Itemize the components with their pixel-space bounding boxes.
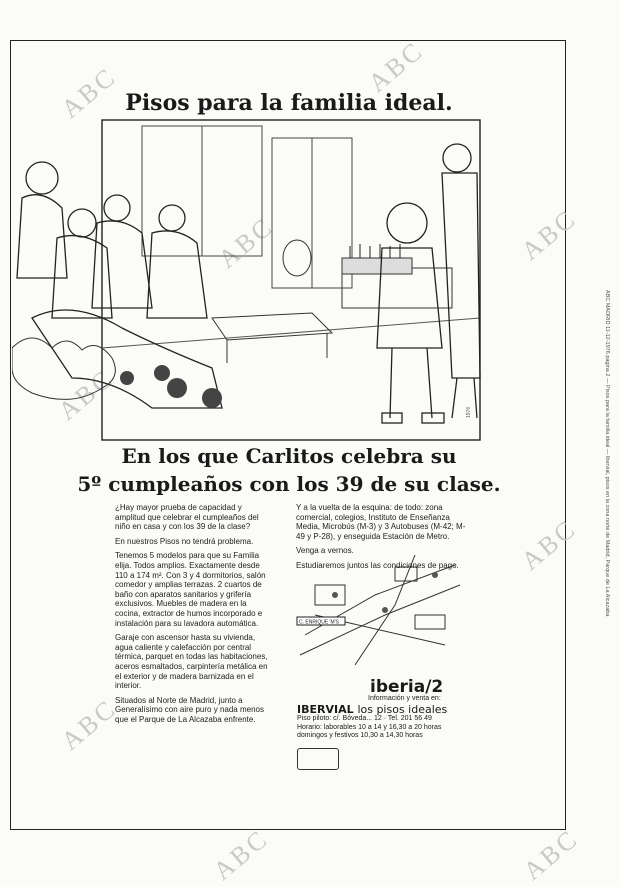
- left-paragraph-4: Garaje con ascensor hasta su vivienda, agua caliente y calefacción por central térmica, parquet en todas las habitaciones, aceros esmaltados, carpintería metálica en el exterior y de madera barnizada en el interior.: [115, 633, 268, 691]
- brand-badge: [297, 748, 339, 770]
- subheadline-line-1: En los que Carlitos celebra su: [121, 444, 457, 468]
- company-name: IBERVIAL: [297, 703, 354, 716]
- party-illustration: [12, 118, 482, 443]
- right-paragraph-2: Venga a vernos.: [296, 546, 354, 556]
- iberia-logo: iberia/2: [370, 677, 444, 697]
- logo-tagline: Información y venta en:: [368, 695, 441, 702]
- left-paragraph-5: Situados al Norte de Madrid, junto a Generalísimo con aire puro y nada menos que el Parque de La Alcazaba enfrente.: [115, 695, 264, 724]
- company-tagline: los pisos ideales: [357, 703, 448, 716]
- left-paragraph-1: ¿Hay mayor prueba de capacidad y amplitud que celebrar el cumpleaños del niño en casa y con los 39 de la clase?: [115, 503, 259, 532]
- contact-line-1: Piso piloto: c/. Bóveda... 12 · Tel. 201 56 49: [297, 715, 432, 722]
- left-paragraph-3: Tenemos 5 modelos para que su Familia elija. Todos amplios. Exactamente desde 110 a 174 m². Con 3 y 4 dormitorios, salón comedor y amplias terrazas. 2 cuartos de baño con aparatos sanitarios y grifería exclusivos. Muebles de madera en la cocina, extractor de humos incorporado e instalación para su lavadora automática.: [115, 551, 266, 628]
- location-map: [295, 555, 465, 665]
- side-caption: ABC MADRID 11-12-1976 página 2 — Pisos para la familia ideal — Ibervial, pisos en la zona norte de Madrid, Parque de La Alcazaba: [604, 290, 610, 617]
- left-column: [115, 503, 270, 729]
- watermark-top-left: ABC: [55, 61, 123, 124]
- watermark-top-center: ABC: [362, 35, 430, 98]
- right-paragraph-1: Y a la vuelta de la esquina: de todo: zona comercial, colegios, Instituto de Enseñanza Media, Microbús (M-3) y 3 Autobuses (M-42; M-49 y P-28), y enseguida Estación de Metro.: [296, 503, 466, 541]
- map-label: C. ENRIQUE 'M'S: [299, 619, 339, 626]
- watermark-lower-right: ABC: [515, 513, 583, 576]
- watermark-bottom-left: ABC: [55, 693, 123, 756]
- subheadline-line-2: 5º cumpleaños con los 39 de su clase.: [77, 472, 501, 496]
- contact-line-2: Horario: laborables 10 a 14 y 16,30 a 20 horas: [297, 723, 442, 731]
- watermark-mid-center: ABC: [212, 211, 280, 274]
- watermark-mid-right: ABC: [515, 203, 583, 266]
- watermark-lower-left: ABC: [52, 363, 120, 426]
- right-paragraph-3: Estudiaremos juntos las condiciones de pago.: [296, 560, 459, 570]
- contact-info: [297, 715, 467, 741]
- watermark-bottom-right: ABC: [517, 823, 585, 886]
- left-paragraph-2: En nuestros Pisos no tendrá problema.: [115, 536, 254, 546]
- headline: Pisos para la familia ideal.: [125, 90, 453, 116]
- contact-line-3: domingos y festivos 10,30 a 14,30 horas: [297, 732, 423, 739]
- watermark-bottom-center: ABC: [207, 823, 275, 886]
- illustration-credit: 1976: [466, 406, 472, 418]
